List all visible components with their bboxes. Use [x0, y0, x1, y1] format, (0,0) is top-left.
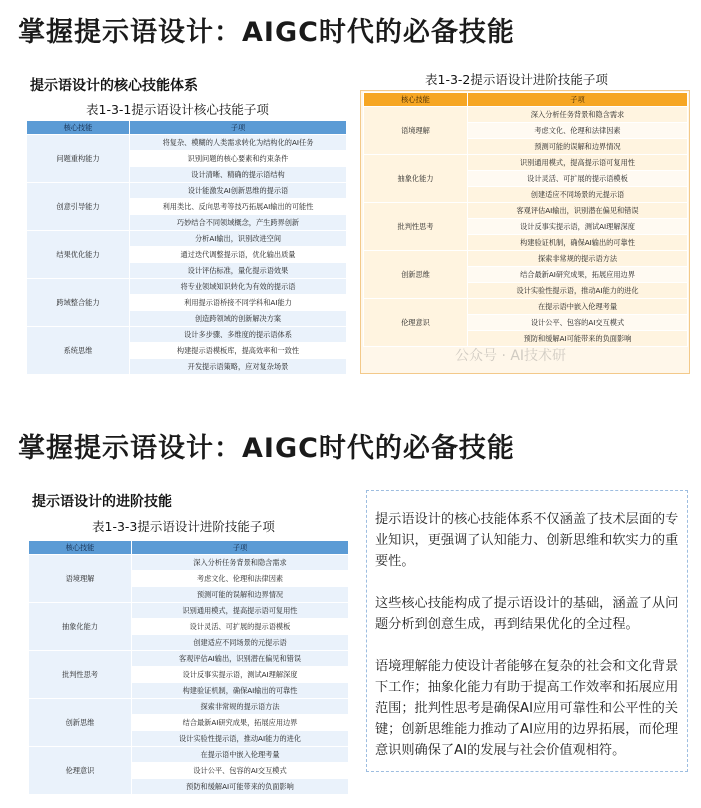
- sub-item-cell: 开发提示语策略，应对复杂场景: [130, 359, 347, 375]
- sub-item-cell: 构建提示语模板库，提高效率和一致性: [130, 343, 347, 359]
- table-row: [364, 251, 688, 267]
- sub-item-cell: 客观评估AI输出，识别潜在偏见和错误: [132, 651, 349, 667]
- sub-item-cell: 识别问题的核心要素和约束条件: [130, 151, 347, 167]
- sub-item-cell: 结合最新AI研究成果，拓展应用边界: [468, 267, 688, 283]
- table-row: [29, 651, 349, 667]
- sub-item-cell: 探索非常规的提示语方法: [132, 699, 349, 715]
- table-row: [29, 603, 349, 619]
- table-row: [364, 299, 688, 315]
- sub-item-cell: 设计多步骤、多维度的提示语体系: [130, 327, 347, 343]
- table-row: [364, 107, 688, 123]
- sub-item-cell: 利用提示语桥接不同学科和AI能力: [130, 295, 347, 311]
- sub-item-cell: 设计能激发AI创新思维的提示语: [130, 183, 347, 199]
- summary-paragraph-1: 提示语设计的核心技能体系不仅涵盖了技术层面的专业知识，更强调了认知能力、创新思维和软实力的重要性。: [375, 512, 679, 569]
- column-header-skill: 核心技能: [29, 541, 132, 555]
- skill-cell: 伦理意识: [29, 747, 132, 795]
- advanced-skills-table-top: [363, 92, 688, 347]
- sub-item-cell: 设计灵活、可扩展的提示语模板: [468, 171, 688, 187]
- sub-item-cell: 预测可能的误解和边界情况: [468, 139, 688, 155]
- sub-item-cell: 考虑文化、伦理和法律因素: [132, 571, 349, 587]
- skill-cell: 创新思维: [29, 699, 132, 747]
- sub-item-cell: 客观评估AI输出，识别潜在偏见和错误: [468, 203, 688, 219]
- sub-item-cell: 设计灵活、可扩展的提示语模板: [132, 619, 349, 635]
- sub-item-cell: 通过迭代调整提示语，优化输出质量: [130, 247, 347, 263]
- sub-item-cell: 设计公平、包容的AI交互模式: [132, 763, 349, 779]
- skill-cell: 语境理解: [364, 107, 468, 155]
- sub-item-cell: 设计实验性提示语，推动AI能力的进化: [132, 731, 349, 747]
- summary-paragraph-3: 语境理解能力使设计者能够在复杂的社会和文化背景下工作；抽象化能力有助于提高工作效率和拓展应用范围；批判性思考是确保AI应用可靠性和公平性的关键；创新思维能力推动了AI应用的边界拓展，而伦理意识则确保了AI的发展与社会价值观相符。: [375, 659, 679, 758]
- sub-item-cell: 创造跨领域的创新解决方案: [130, 311, 347, 327]
- sub-item-cell: 创建适应不同场景的元提示语: [132, 635, 349, 651]
- sub-item-cell: 深入分析任务背景和隐含需求: [468, 107, 688, 123]
- table-row: [364, 203, 688, 219]
- sub-item-cell: 在提示语中嵌入伦理考量: [132, 747, 349, 763]
- sub-item-cell: 将专业领域知识转化为有效的提示语: [130, 279, 347, 295]
- sub-item-cell: 预防和缓解AI可能带来的负面影响: [468, 331, 688, 347]
- sub-item-cell: 利用类比、反向思考等技巧拓展AI输出的可能性: [130, 199, 347, 215]
- sub-item-cell: 巧妙结合不同领域概念，产生跨界创新: [130, 215, 347, 231]
- watermark: 公众号 · AI技术研: [455, 348, 567, 364]
- sub-item-cell: 设计实验性提示语，推动AI能力的进化: [468, 283, 688, 299]
- skill-cell: 创新思维: [364, 251, 468, 299]
- sub-item-cell: 设计清晰、精确的提示语结构: [130, 167, 347, 183]
- sub-item-cell: 构建验证机制，确保AI输出的可靠性: [132, 683, 349, 699]
- sub-item-cell: 构建验证机制，确保AI输出的可靠性: [468, 235, 688, 251]
- sub-item-cell: 设计反事实提示语，测试AI理解深度: [468, 219, 688, 235]
- column-header-sub: 子项: [130, 121, 347, 135]
- column-header-skill: 核心技能: [27, 121, 130, 135]
- column-header-skill: 核心技能: [364, 93, 468, 107]
- sub-item-cell: 设计反事实提示语，测试AI理解深度: [132, 667, 349, 683]
- table-row: [27, 327, 347, 343]
- table-row: [29, 747, 349, 763]
- column-header-sub: 子项: [132, 541, 349, 555]
- table-row: [364, 155, 688, 171]
- sub-item-cell: 识别通用模式，提高提示语可复用性: [132, 603, 349, 619]
- page-title-bottom: 掌握提示语设计：AIGC时代的必备技能: [18, 433, 515, 464]
- skill-cell: 抽象化能力: [29, 603, 132, 651]
- table-row: [27, 279, 347, 295]
- sub-item-cell: 识别通用模式，提高提示语可复用性: [468, 155, 688, 171]
- table-row: [29, 555, 349, 571]
- advanced-table-caption-top: 表1-3-2提示语设计进阶技能子项: [425, 72, 608, 87]
- sub-item-cell: 考虑文化、伦理和法律因素: [468, 123, 688, 139]
- advanced-table-caption-bottom: 表1-3-3提示语设计进阶技能子项: [92, 519, 275, 534]
- summary-paragraph-2: 这些核心技能构成了提示语设计的基础，涵盖了从问题分析到创意生成，再到结果优化的全过程。: [375, 596, 679, 632]
- skill-cell: 结果优化能力: [27, 231, 130, 279]
- skill-cell: 创意引导能力: [27, 183, 130, 231]
- skill-cell: 批判性思考: [364, 203, 468, 251]
- sub-item-cell: 探索非常规的提示语方法: [468, 251, 688, 267]
- sub-item-cell: 深入分析任务背景和隐含需求: [132, 555, 349, 571]
- column-header-sub: 子项: [468, 93, 688, 107]
- table-row: [27, 183, 347, 199]
- advanced-skills-table-bottom: [28, 540, 349, 795]
- core-table-caption: 表1-3-1提示语设计核心技能子项: [86, 102, 269, 117]
- skill-cell: 系统思维: [27, 327, 130, 375]
- core-skills-table: [26, 120, 347, 375]
- table-row: [27, 231, 347, 247]
- skill-cell: 语境理解: [29, 555, 132, 603]
- sub-item-cell: 在提示语中嵌入伦理考量: [468, 299, 688, 315]
- sub-item-cell: 预测可能的误解和边界情况: [132, 587, 349, 603]
- skill-cell: 伦理意识: [364, 299, 468, 347]
- skill-cell: 问题重构能力: [27, 135, 130, 183]
- sub-item-cell: 预防和缓解AI可能带来的负面影响: [132, 779, 349, 795]
- sub-item-cell: 分析AI输出，识别改进空间: [130, 231, 347, 247]
- summary-text-box: [366, 490, 688, 772]
- table-row: [29, 699, 349, 715]
- sub-item-cell: 创建适应不同场景的元提示语: [468, 187, 688, 203]
- sub-item-cell: 设计评估标准，量化提示语效果: [130, 263, 347, 279]
- skill-cell: 抽象化能力: [364, 155, 468, 203]
- table-row: [27, 135, 347, 151]
- page-title-top: 掌握提示语设计：AIGC时代的必备技能: [18, 17, 515, 48]
- sub-item-cell: 将复杂、模糊的人类需求转化为结构化的AI任务: [130, 135, 347, 151]
- core-skills-heading: 提示语设计的核心技能体系: [30, 78, 198, 94]
- skill-cell: 批判性思考: [29, 651, 132, 699]
- advanced-skills-heading: 提示语设计的进阶技能: [32, 494, 172, 510]
- sub-item-cell: 设计公平、包容的AI交互模式: [468, 315, 688, 331]
- skill-cell: 跨域整合能力: [27, 279, 130, 327]
- sub-item-cell: 结合最新AI研究成果，拓展应用边界: [132, 715, 349, 731]
